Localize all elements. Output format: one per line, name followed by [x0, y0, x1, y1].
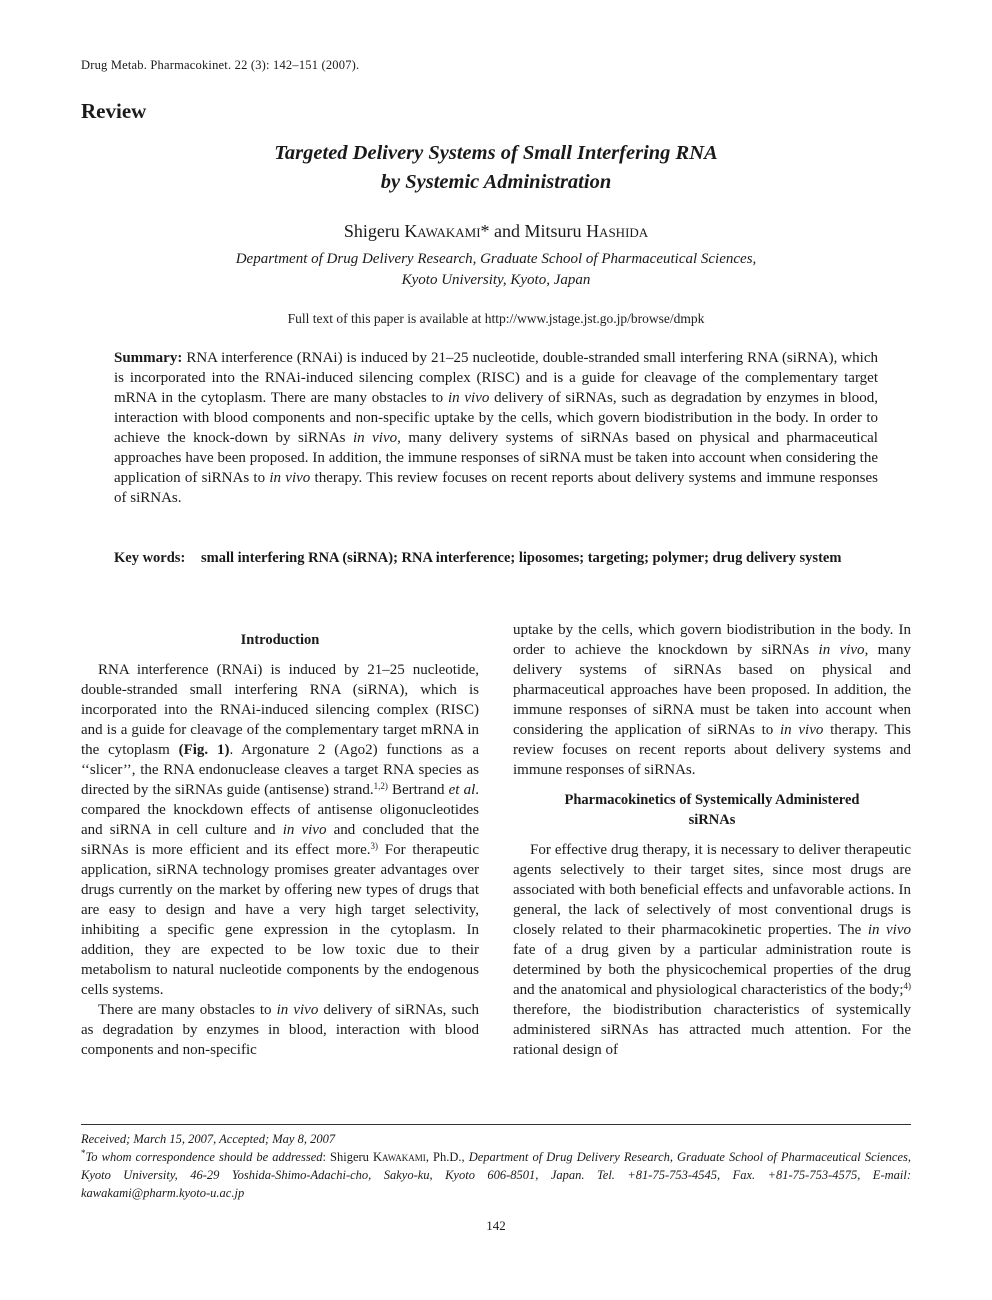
italic-text: in vivo — [867, 922, 911, 938]
abstract-italic: in vivo — [269, 470, 311, 486]
author-conjunction: and — [489, 221, 525, 241]
author-1-family: Kawakami — [404, 221, 481, 241]
correspondence-address: Department of Drug Delivery Research, Graduate School of Pharmaceutical Sciences, Kyoto University, 46-29 Yoshida-Shimo-Adachi-cho, Sakyo-ku, Kyoto 606-8501, Japan. Tel. +81-75-753-4545, Fax. +81-75-753-4575, E-mail: kawakami@pharm.kyoto-u.ac.jp — [81, 1150, 911, 1200]
heading-line-1: Pharmacokinetics of Systemically Administered — [564, 792, 860, 808]
abstract-text: therapy. This review focuses on recent reports about delivery systems and immune responses of siRNAs. — [114, 470, 878, 506]
correspondence-label: To whom correspondence should be addressed — [85, 1150, 323, 1164]
keywords — [114, 548, 878, 568]
abstract-text: RNA interference (RNAi) is induced by 21–25 nucleotide, double-stranded small interfering RNA (siRNA), which is incorporated into the RNAi-induced silencing complex (RISC) and is a guide for cleavage of the complementary target mRNA in the cytoplasm. There are many obstacles to — [114, 350, 878, 406]
paragraph-text: There are many obstacles to — [98, 1002, 277, 1018]
article-title — [0, 139, 992, 197]
abstract-text: delivery of siRNAs, such as degradation by enzymes in blood, interaction with blood components and non-specific uptake by the cells, which govern biodistribution in the body. In order to achieve the knock-down by siRNAs — [114, 390, 878, 446]
paragraph-text: therefore, the biodistribution characteristics of systemically administered siRNAs has attracted much attention. For the rational design of — [513, 1002, 911, 1058]
fulltext-link-note: Full text of this paper is available at http://www.jstage.jst.go.jp/browse/dmpk — [287, 311, 705, 326]
received-dates: Received; March 15, 2007, Accepted; May 8, 2007 — [81, 1132, 336, 1146]
corresponding-mark: * — [480, 221, 490, 241]
footnotes — [81, 1130, 911, 1202]
paragraph — [513, 620, 911, 780]
italic-text: in vivo — [818, 642, 865, 658]
section-heading-pharmacokinetics — [513, 790, 911, 830]
paragraph — [81, 1000, 479, 1060]
page-number: 142 — [486, 1218, 506, 1233]
abstract — [114, 348, 878, 508]
paragraph-text: delivery of siRNAs, such as degradation by enzymes in blood, interaction with blood components and non-specific — [81, 1002, 479, 1058]
italic-text: in vivo — [780, 722, 824, 738]
article-type-label: Review — [81, 99, 147, 123]
affiliation — [0, 249, 992, 290]
paragraph-text: . Argonature 2 (Ago2) functions as a ‘‘slicer’’, the RNA endonuclease cleaves a target RNA species as directed by the siRNAs guide (antisense) strand. — [81, 742, 479, 798]
author-2-family: Hashida — [586, 221, 649, 241]
citation-reference[interactable]: 1,2) — [373, 781, 388, 791]
paragraph-text: For effective drug therapy, it is necessary to deliver therapeutic agents selectively to their target sites, since most drugs are associated with both beneficial effects and unfavorable actions. In general, the lack of selectively of most conventional drugs is closely related to their pharmacokinetic properties. The — [513, 842, 911, 938]
paragraph — [81, 660, 479, 1000]
italic-text: in vivo — [276, 1002, 319, 1018]
title-line-1: Targeted Delivery Systems of Small Interfering RNA — [274, 142, 718, 164]
paragraph-text: RNA interference (RNAi) is induced by 21–25 nucleotide, double-stranded small interfering RNA (siRNA), which is incorporated into the RNAi-induced silencing complex (RISC) and is a guide for cleavage of the complementary target mRNA in the cytoplasm — [81, 662, 479, 758]
footnote-divider — [81, 1124, 911, 1125]
paragraph-text: , many delivery systems of siRNAs based on physical and pharmaceutical approaches have been proposed. In addition, the immune responses of siRNA must be taken into account when considering the application of siRNAs to — [513, 642, 912, 738]
abstract-text: , many delivery systems of siRNAs based on physical and pharmaceutical approaches have been proposed. In addition, the immune responses of siRNA must be taken into account when considering the application of siRNAs to — [114, 430, 878, 486]
paragraph-text: For therapeutic application, siRNA technology promises greater advantages over drugs currently on the market by offering new types of drugs that are easy to design and have a very high target selectivity, inhibiting a specific gene expression in the cytoplasm. In addition, they are expected to be low toxic due to their metabolism to natural nucleotide components by the endogenous cells systems. — [81, 842, 479, 998]
left-column — [81, 630, 479, 1060]
paragraph-text: uptake by the cells, which govern biodistribution in the body. In order to achieve the knockdown by siRNAs — [513, 622, 911, 658]
paragraph — [513, 840, 911, 1060]
affiliation-line-1: Department of Drug Delivery Research, Graduate School of Pharmaceutical Sciences, — [235, 251, 757, 267]
author-1-given: Shigeru — [343, 221, 405, 241]
title-line-2: by Systemic Administration — [380, 171, 612, 193]
abstract-italic: in vivo — [447, 390, 490, 406]
figure-reference[interactable]: (Fig. 1) — [178, 742, 230, 758]
correspondence-text: : Shigeru — [322, 1150, 373, 1164]
right-column — [513, 620, 911, 1060]
journal-citation: Drug Metab. Pharmacokinet. 22 (3): 142–151 (2007). — [81, 58, 360, 72]
keywords-label: Key words: — [114, 550, 186, 566]
corresponding-mark: * — [81, 1148, 86, 1158]
italic-text: et al — [448, 782, 476, 798]
heading-line-2: siRNAs — [688, 812, 736, 828]
abstract-italic: in vivo — [352, 430, 398, 446]
correspondence-family: Kawakami — [373, 1150, 426, 1164]
italic-text: in vivo — [282, 822, 327, 838]
paragraph-text: therapy. This review focuses on recent reports about delivery systems and immune responses of siRNAs. — [513, 722, 911, 778]
author-list — [0, 221, 992, 242]
paragraph-text: fate of a drug given by a particular administration route is determined by both the physicochemical properties of the drug and the anatomical and physiological characteristics of the body; — [513, 942, 911, 998]
author-2-given: Mitsuru — [524, 221, 587, 241]
abstract-label: Summary: — [114, 350, 183, 366]
citation-reference[interactable]: 3) — [370, 841, 379, 851]
correspondence-note — [81, 1148, 911, 1202]
keywords-text: small interfering RNA (siRNA); RNA interference; liposomes; targeting; polymer; drug delivery system — [201, 550, 842, 566]
paragraph-text: Bertrand — [387, 782, 449, 798]
affiliation-line-2: Kyoto University, Kyoto, Japan — [401, 271, 591, 288]
section-heading-introduction: Introduction — [240, 632, 320, 648]
paragraph-text: . compared the knockdown effects of antisense oligonucleotides and siRNA in cell culture and — [81, 782, 479, 838]
paragraph-text: and concluded that the siRNAs is more efficient and its effect more. — [81, 822, 479, 858]
correspondence-text: , Ph.D., — [425, 1150, 469, 1164]
citation-reference[interactable]: 4) — [903, 981, 911, 991]
